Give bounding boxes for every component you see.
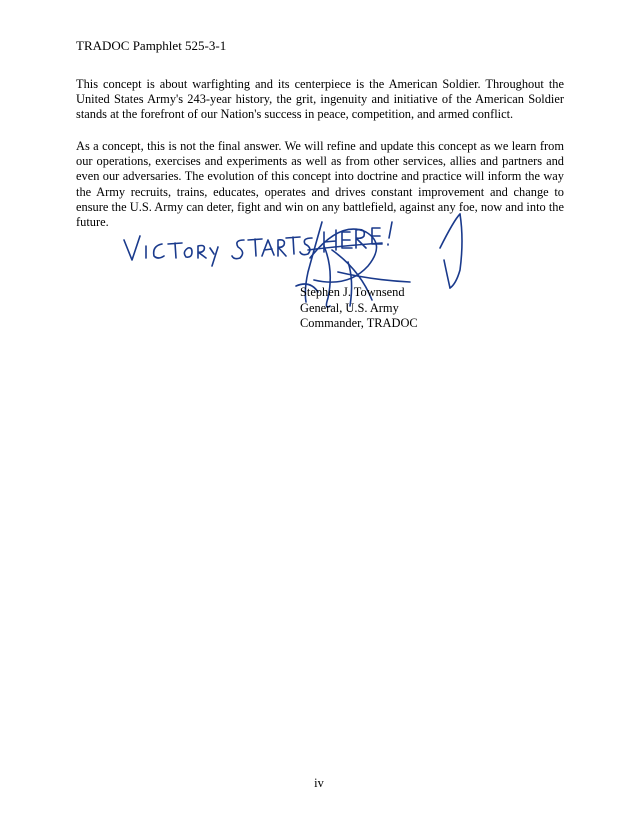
document-header: TRADOC Pamphlet 525-3-1 [76, 38, 227, 53]
body-paragraph-1: This concept is about warfighting and its centerpiece is the American Soldier. Throughout the United States Army's 243-year history, the grit, ingenuity and initiative of the American Soldier stands at the forefront of our Nation's success in peace, competition, and armed conflict. [76, 77, 564, 122]
signatory-name: Stephen J. Townsend [300, 285, 405, 299]
signatory-title: Commander, TRADOC [300, 316, 418, 331]
signatory-rank: General, U.S. Army [300, 300, 399, 315]
page-number: iv [314, 776, 324, 790]
signature-block [300, 285, 418, 332]
body-paragraph-2: As a concept, this is not the final answer. We will refine and update this concept as we learn from our operations, exercises and experiments as well as from other services, allies and partners and even our adversaries. The evolution of this concept into doctrine and practice will inform the way the Army recruits, trains, educates, operates and drives constant improvement and change to ensure the U.S. Army can deter, fight and win on any battlefield, against any foe, now and into the future. [76, 139, 564, 230]
